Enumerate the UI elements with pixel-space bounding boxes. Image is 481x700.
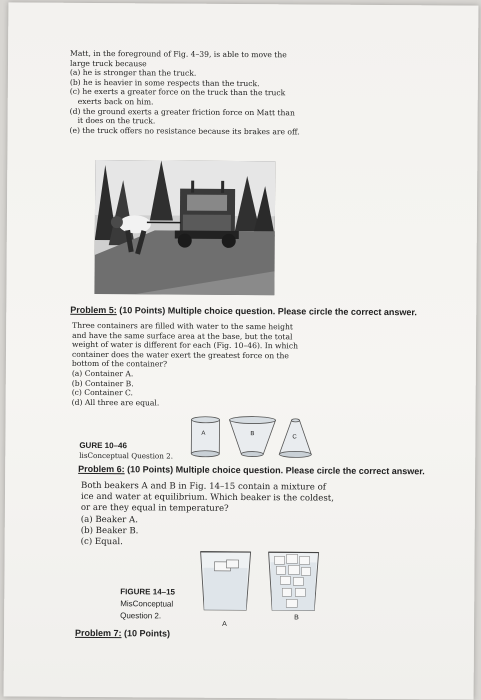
problem7-title	[75, 628, 170, 639]
problem5-line: container does the water exert the greatest force on the	[71, 349, 289, 361]
truck-option-c: (c) he exerts a greater force on the truck than the truck	[69, 87, 286, 98]
truck-question-line: Matt, in the foreground of Fig. 4–39, is able to move the	[70, 48, 287, 60]
problem5-line: weight of water is different for each (Fig. 10–46). In which	[72, 340, 299, 351]
problem5-label: Problem 5:	[70, 304, 117, 316]
beaker-label-b: B	[294, 614, 299, 622]
problem6-option-b: (b) Beaker B.	[80, 525, 139, 537]
figure-14-15-title: FIGURE 14–15	[120, 587, 176, 597]
problem5-title	[70, 305, 417, 317]
problem6-instruction: (10 Points) Multiple choice question. Please circle the correct answer.	[124, 464, 425, 477]
problem7-instruction: (10 Points)	[121, 628, 171, 639]
problem7-label: Problem 7:	[74, 627, 122, 639]
truck-option-d: (d) the ground exerts a greater friction force on Matt than	[69, 106, 295, 117]
figure-10-46-caption	[79, 441, 173, 462]
problem6-option-a: (a) Beaker A.	[80, 514, 139, 525]
truck-question-line: large truck because	[69, 58, 147, 68]
container-label-b: B	[250, 431, 255, 438]
problem6-line: Both beakers A and B in Fig. 14–15 contain a mixture of	[81, 480, 327, 493]
figure-14-15-subtitle: MisConceptual	[120, 599, 174, 609]
beaker-label-a: A	[222, 620, 227, 628]
problem6-line: ice and water at equilibrium. Which beaker is the coldest,	[80, 492, 334, 504]
document-page	[4, 2, 479, 699]
problem5-body	[72, 321, 299, 409]
figure-14-15-caption	[120, 586, 175, 622]
figure-10-46-title: GURE 10–46	[79, 440, 127, 451]
truck-option-e: (e) the truck offers no resistance because its brakes are off.	[69, 125, 300, 137]
figure-10-46-subtitle: lisConceptual Question 2.	[79, 450, 174, 461]
figure-14-15-subtitle-2: Question 2.	[120, 611, 162, 621]
beakers-figure	[196, 546, 326, 619]
problem6-label: Problem 6:	[78, 463, 125, 475]
truck-option-c-cont: exerts back on him.	[77, 96, 154, 107]
problem6-title	[78, 464, 425, 476]
problem5-line: Three containers are filled with water to the same height	[72, 320, 293, 332]
problem5-line: bottom of the container?	[71, 359, 168, 369]
problem5-option-c: (c) Container C.	[71, 387, 134, 398]
truck-option-d-cont: it does on the truck.	[77, 116, 156, 126]
problem5-option-d: (d) All three are equal.	[71, 397, 160, 408]
container-label-a: A	[201, 430, 206, 437]
problem5-option-a: (a) Container A.	[71, 368, 134, 379]
problem6-body	[81, 481, 334, 550]
problem6-line: or are they equal in temperature?	[80, 503, 229, 515]
container-label-c: C	[292, 434, 297, 441]
truck-photo	[94, 160, 275, 295]
truck-option-b: (b) he is heavier in some respects than the truck.	[69, 77, 260, 88]
truck-question	[70, 49, 301, 137]
problem5-instruction: (10 Points) Multiple choice question. Please circle the correct answer.	[116, 305, 417, 318]
problem5-line: and have the same surface area at the base, but the total	[72, 330, 293, 341]
problem5-option-b: (b) Container B.	[71, 378, 134, 388]
truck-option-a: (a) he is stronger than the truck.	[69, 67, 197, 78]
problem6-option-c: (c) Equal.	[80, 536, 123, 548]
